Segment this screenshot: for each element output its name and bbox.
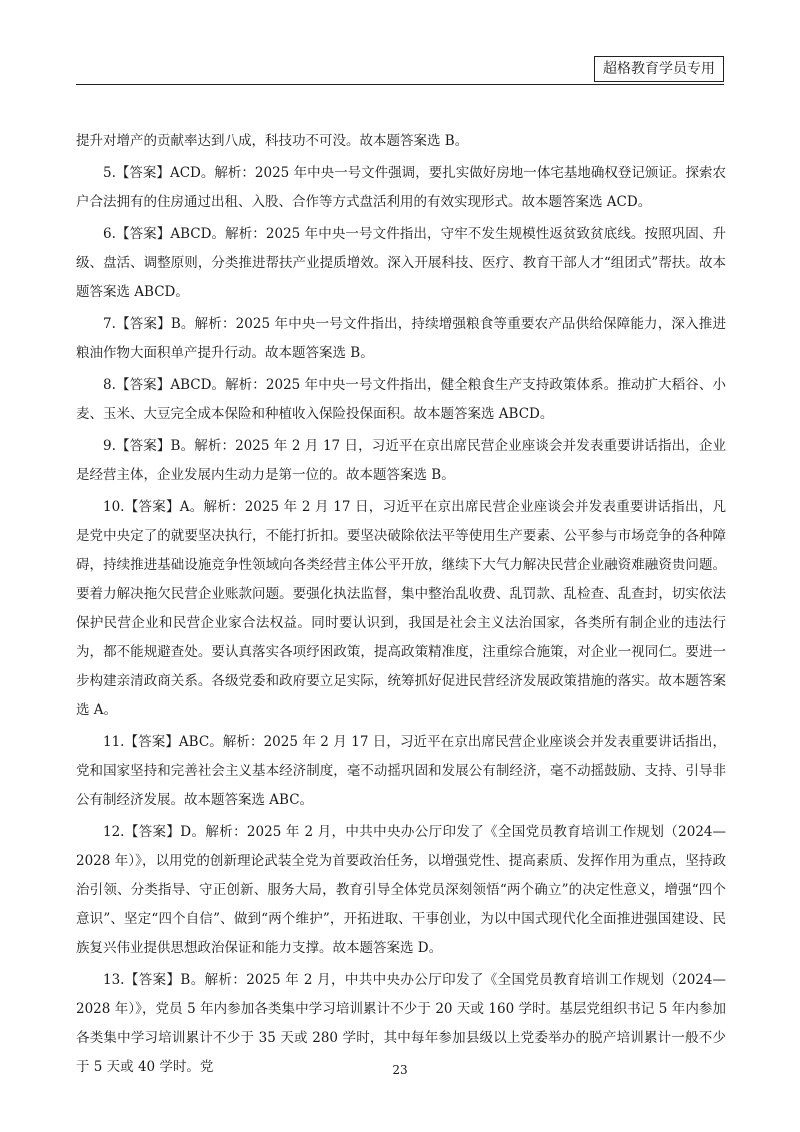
answer-13: 13.【答案】B。解析：2025 年 2 月，中共中央办公厅印发了《全国党员教育培训工作规划（2024—2028 年）》，党员 5 年内参加各类集中学习培训累计不少于 20 天或 160 学时。基层党组织书记 5 年内参加各类集中学习培训累计不少于 35 天或 280 学时，其中每年参加县级以上党委举办的脱产培训累计一般不少于 5 天或 40 学时。党 — [76, 972, 726, 1075]
paragraph-continuation: 提升对增产的贡献率达到八成，科技功不可没。故本题答案选 B。 — [76, 133, 469, 149]
answer-5: 5.【答案】ACD。解析：2025 年中央一号文件强调，要扎实做好房地一体宅基地确权登记颁证。探索农户合法拥有的住房通过出租、入股、合作等方式盘活利用的有效实现形式。故本题答案选 ACD。 — [76, 165, 726, 210]
answer-7: 7.【答案】B。解析：2025 年中央一号文件指出，持续增强粮食等重要农产品供给保障能力，深入推进粮油作物大面积单产提升行动。故本题答案选 B。 — [76, 316, 726, 361]
answer-9: 9.【答案】B。解析：2025 年 2 月 17 日，习近平在京出席民营企业座谈会并发表重要讲话指出，企业是经营主体，企业发展内生动力是第一位的。故本题答案选 B。 — [76, 438, 726, 483]
answer-8: 8.【答案】ABCD。解析：2025 年中央一号文件指出，健全粮食生产支持政策体系。推动扩大稻谷、小麦、玉米、大豆完全成本保险和种植收入保险投保面积。故本题答案选 ABCD。 — [76, 377, 726, 422]
answer-10: 10.【答案】A。解析：2025 年 2 月 17 日，习近平在京出席民营企业座谈会并发表重要讲话指出，凡是党中央定了的就要坚决执行，不能打折扣。要坚决破除依法平等使用生产要素、公平参与市场竞争的各种障碍，持续推进基础设施竞争性领域向各类经营主体公平开放，继续下大气力解决民营企业融资难融资贵问题。要着力解决拖欠民营企业账款问题。要强化执法监督，集中整治乱收费、乱罚款、乱检查、乱查封，切实依法保护民营企业和民营企业家合法权益。同时要认识到，我国是社会主义法治国家，各类所有制企业的违法行为，都不能规避查处。要认真落实各项纾困政策，提高政策精准度，注重综合施策，对企业一视同仁。要进一步构建亲清政商关系。各级党委和政府要立足实际，统筹抓好促进民营经济发展政策措施的落实。故本题答案选 A。 — [76, 499, 726, 718]
answer-6: 6.【答案】ABCD。解析：2025 年中央一号文件指出，守牢不发生规模性返贫致贫底线。按照巩固、升级、盘活、调整原则，分类推进帮扶产业提质增效。深入开展科技、医疗、教育干部人才“组团式”帮扶。故本题答案选 ABCD。 — [76, 226, 726, 300]
document-body — [76, 127, 726, 1085]
page-number: 23 — [392, 1063, 408, 1077]
answer-12: 12.【答案】D。解析：2025 年 2 月，中共中央办公厅印发了《全国党员教育培训工作规划（2024—2028 年）》，以用党的创新理论武装全党为首要政治任务，以增强党性、提高素质、发挥作用为重点，坚持政治引领、分类指导、守正创新、服务大局，教育引导全体党员深刻领悟“两个确立”的决定性意义，增强“四个意识”、坚定“四个自信”、做到“两个维护”，开拓进取、干事创业，为以中国式现代化全面推进强国建设、民族复兴伟业提供思想政治保证和能力支撑。故本题答案选 D。 — [76, 824, 726, 956]
header-label: 超格教育学员专用 — [594, 56, 724, 82]
header-rule — [76, 84, 724, 85]
answer-11: 11.【答案】ABC。解析：2025 年 2 月 17 日，习近平在京出席民营企业座谈会并发表重要讲话指出，党和国家坚持和完善社会主义基本经济制度，毫不动摇巩固和发展公有制经济，毫不动摇鼓励、支持、引导非公有制经济发展。故本题答案选 ABC。 — [76, 734, 726, 808]
